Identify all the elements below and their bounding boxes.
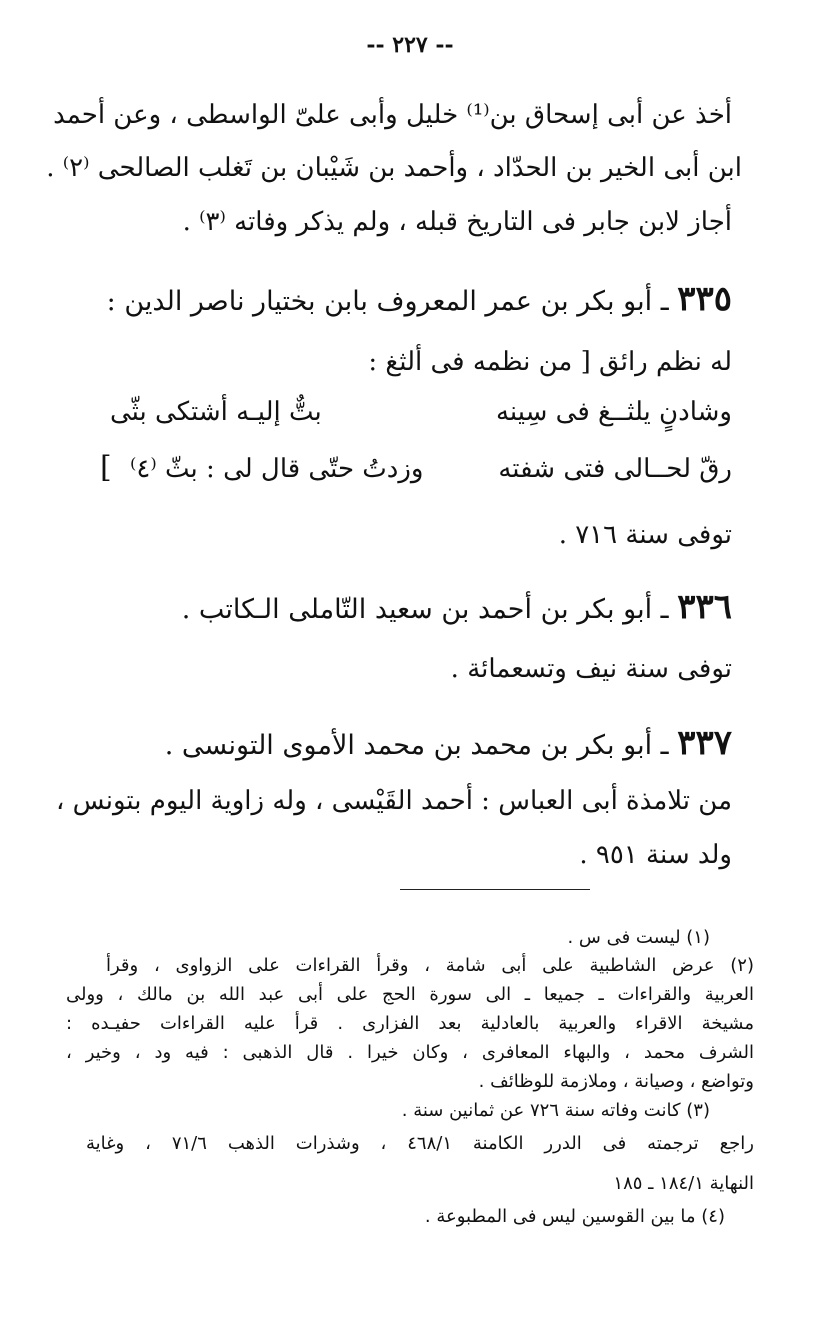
- footnote-3-line-1: (٣) كانت وفاته سنة ٧٢٦ عن ثمانين سنة .: [401, 1100, 710, 1121]
- entry-335-intro: له نظم رائق [ من نظمه فى ألثغ :: [368, 347, 732, 377]
- closing-bracket: ]: [100, 450, 112, 485]
- entry-336-death: توفى سنة نيف وتسعمائة .: [450, 654, 732, 684]
- footnote-3-line-2: راجع ترجمته فى الدرر الكامنة ٤٦٨/١ ، وشذرات الذهب ٧١/٦ ، وغاية: [86, 1133, 754, 1154]
- entry-336-title: ـ أبو بكر بن أحمد بن سعيد التّاملى الـكاتب .: [181, 594, 669, 625]
- footnote-2-line-1: (٢) عرض الشاطبية على أبى شامة ، وقرأ القراءات على الزواوى ، وقرأ: [106, 955, 754, 976]
- entry-335-heading: [106, 279, 732, 319]
- footnote-2-line-4: الشرف محمد ، والبهاء المعافرى ، وكان خيرا . قال الذهبى : فيه ود ، وخير ،: [66, 1042, 754, 1063]
- entry-335-death: توفى سنة ٧١٦ .: [558, 520, 732, 550]
- footnote-2-line-5: وتواضع ، وصيانة ، وملازمة للوظائف .: [478, 1071, 754, 1092]
- entry-337-title: ـ أبو بكر بن محمد بن محمد الأموى التونسى .: [164, 730, 669, 761]
- entry-337-number: ٣٣٧: [677, 723, 732, 763]
- verse-1-hemistich-right: وشادنٍ يلثــغ فى سِينه: [495, 397, 732, 427]
- verse-1-hemistich-left: بتٌّ إليـه أشتكى بثّى: [110, 397, 322, 427]
- footnote-4: (٤) ما بين القوسين ليس فى المطبوعة .: [424, 1206, 725, 1227]
- entry-336-number: ٣٣٦: [677, 587, 732, 627]
- entry-337-line-2: ولد سنة ٩٥١ .: [579, 840, 732, 870]
- entry-337-line-1: من تلامذة أبى العباس : أحمد القَيْسى ، وله زاوية اليوم بتونس ،: [55, 786, 732, 816]
- body-line-3: أجاز لابن جابر فى التاريخ قبله ، ولم يذكر وفاته ⁽٣⁾ .: [182, 207, 732, 237]
- footnote-1: (١) ليست فى س .: [567, 927, 710, 948]
- entry-335-number: ٣٣٥: [677, 279, 732, 319]
- body-line-2: ابن أبى الخير بن الحدّاد ، وأحمد بن شَيْبان بن تَغلب الصالحى ⁽٢⁾ .: [46, 153, 742, 183]
- entry-337-heading: [164, 723, 732, 763]
- footnote-separator: [400, 889, 590, 890]
- verse-2-hemistich-right: رقّ لحــالى فتى شفته: [498, 454, 732, 484]
- body-line-1: أخذ عن أبى إسحاق بن⁽¹⁾ خليل وأبى علىّ الواسطى ، وعن أحمد: [53, 100, 732, 130]
- verse-2-hemistich-left: وزدتُ حتّى قال لى : بثّ ⁽٤⁾: [130, 454, 424, 484]
- entry-335-title: ـ أبو بكر بن عمر المعروف بابن بختيار ناصر الدين :: [106, 286, 669, 317]
- entry-336-heading: [181, 587, 732, 627]
- footnote-3-line-3: النهاية ١٨٤/١ ـ ١٨٥: [613, 1173, 754, 1194]
- page-number: -- ٢٢٧ --: [366, 32, 454, 58]
- footnote-2-line-3: مشيخة الاقراء والعربية بالعادلية بعد الفزارى . قرأ عليه القراءات حفيـده :: [66, 1013, 754, 1034]
- footnote-2-line-2: العربية والقراءات ـ جميعا ـ الى سورة الحج على أبى عبد الله بن مالك ، وولى: [66, 984, 754, 1005]
